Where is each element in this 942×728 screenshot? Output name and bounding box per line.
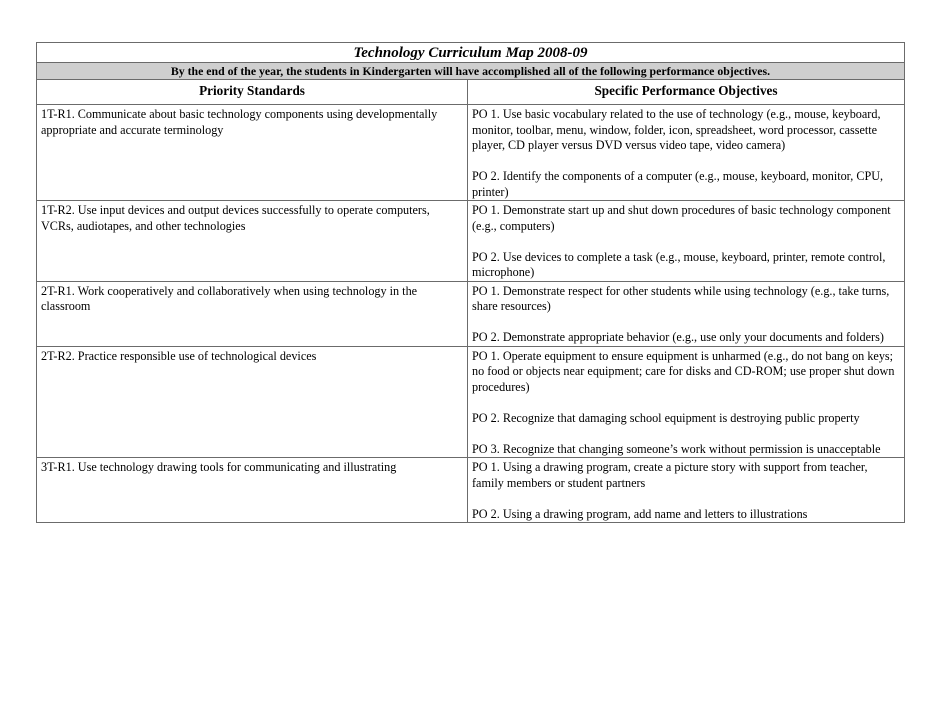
priority-standard: 2T-R1. Work cooperatively and collaboratively when using technology in the classroom [37, 281, 468, 346]
performance-objective: PO 1. Operate equipment to ensure equipment is unharmed (e.g., do not bang on keys; no food or objects near equipment; care for disks and CD-ROM; use proper shut down procedures) [472, 348, 895, 394]
performance-objective: PO 1. Use basic vocabulary related to the use of technology (e.g., mouse, keyboard, monitor, toolbar, menu, window, folder, icon, spreadsheet, word processor, cassette player, CD player versus DVD versus video tape, video camera) [472, 107, 881, 152]
performance-objective: PO 1. Demonstrate start up and shut down procedures of basic technology component (e.g., computers) [472, 203, 891, 233]
performance-objective: PO 2. Identify the components of a computer (e.g., mouse, keyboard, monitor, CPU, printer) [472, 169, 884, 199]
subtitle-row [37, 63, 905, 80]
priority-standard: 2T-R2. Practice responsible use of technological devices [37, 346, 468, 458]
priority-standard: 1T-R1. Communicate about basic technology components using developmentally appropriate and accurate terminology [37, 105, 468, 201]
priority-standard: 1T-R2. Use input devices and output devices successfully to operate computers, VCRs, audiotapes, and other technologies [37, 201, 468, 282]
performance-objective: PO 2. Demonstrate appropriate behavior (e.g., use only your documents and folders) [472, 330, 884, 344]
column-header-standards: Priority Standards [37, 80, 468, 105]
table-row [37, 105, 905, 201]
performance-objectives [468, 346, 905, 458]
curriculum-table [36, 42, 905, 523]
table-row [37, 346, 905, 458]
document-subtitle: By the end of the year, the students in Kindergarten will have accomplished all of the following performance objectives. [37, 63, 905, 80]
performance-objective: PO 2. Recognize that damaging school equipment is destroying public property [472, 410, 860, 425]
performance-objectives [468, 201, 905, 282]
performance-objectives [468, 105, 905, 201]
title-row [37, 43, 905, 63]
performance-objective: PO 1. Using a drawing program, create a picture story with support from teacher, family members or student partners [472, 460, 868, 490]
curriculum-document [36, 42, 904, 523]
table-row [37, 458, 905, 523]
document-title: Technology Curriculum Map 2008-09 [37, 43, 905, 63]
column-header-objectives: Specific Performance Objectives [468, 80, 905, 105]
performance-objectives [468, 281, 905, 346]
header-row [37, 80, 905, 105]
performance-objective: PO 2. Using a drawing program, add name and letters to illustrations [472, 506, 808, 521]
performance-objective: PO 1. Demonstrate respect for other students while using technology (e.g., take turns, share resources) [472, 283, 890, 313]
performance-objectives [468, 458, 905, 523]
priority-standard: 3T-R1. Use technology drawing tools for communicating and illustrating [37, 458, 468, 523]
performance-objective: PO 2. Use devices to complete a task (e.g., mouse, keyboard, printer, remote control, microphone) [472, 249, 886, 279]
performance-objective: PO 3. Recognize that changing someone’s work without permission is unacceptable [472, 441, 881, 456]
table-row [37, 201, 905, 282]
table-row [37, 281, 905, 346]
